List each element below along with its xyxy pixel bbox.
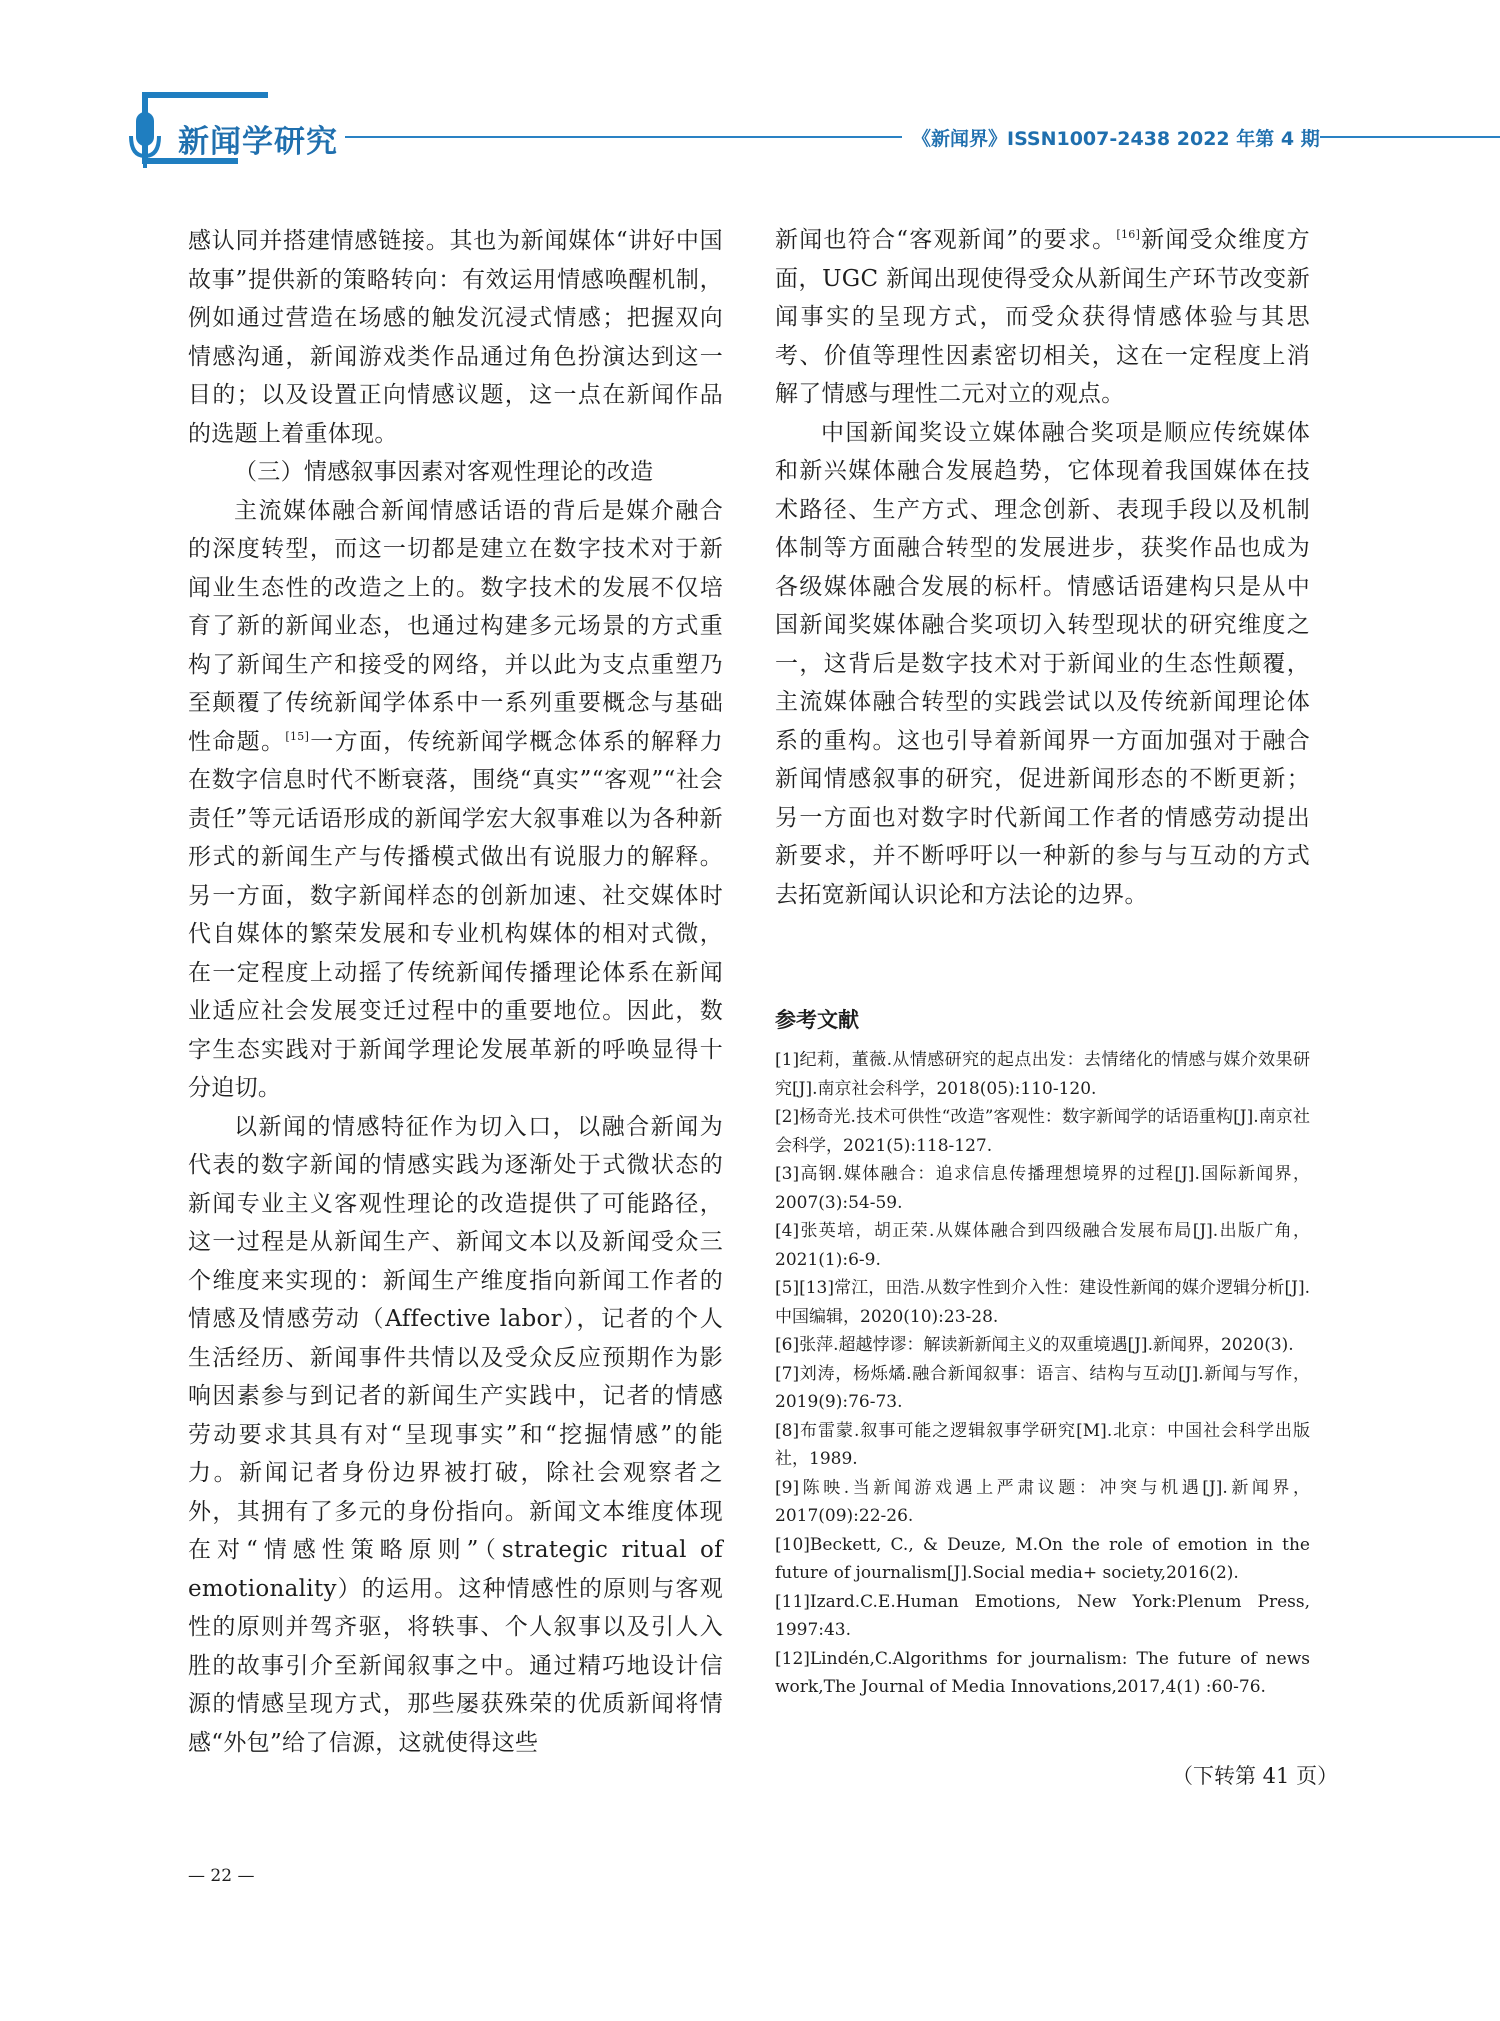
reference-item: [2]杨奇光.技术可供性“改造”客观性：数字新闻学的话语重构[J].南京社会科学，2021(5):118-127.	[775, 1107, 1310, 1156]
reference-item: [7]刘涛，杨烁燏.融合新闻叙事：语言、结构与互动[J].新闻与写作，2019(9):76-73.	[775, 1363, 1310, 1412]
continued-note: （下转第 41 页）	[1172, 1764, 1339, 1788]
paragraph: 感认同并搭建情感链接。其也为新闻媒体“讲好中国故事”提供新的策略转向：有效运用情感唤醒机制，例如通过营造在场感的触发沉浸式情感；把握双向情感沟通，新闻游戏类作品通过角色扮演达到这一目的；以及设置正向情感议题，这一点在新闻作品的选题上着重体现。	[188, 228, 723, 447]
reference-item: [6]张萍.超越悖谬：解读新新闻主义的双重境遇[J].新闻界，2020(3).	[775, 1335, 1294, 1355]
journal-section-title: 新闻学研究	[178, 124, 338, 160]
paragraph-text: 主流媒体融合新闻情感话语的背后是媒介融合的深度转型，而这一切都是建立在数字技术对于新闻业生态性的改造之上的。数字技术的发展不仅培育了新的新闻业态，也通过构建多元场景的方式重构了新闻生产和接受的网络，并以此为支点重塑乃至颠覆了传统新闻学体系中一系列重要概念与基础性命题。	[188, 497, 723, 755]
citation-marker: [16]	[1116, 228, 1141, 241]
issue-info: 《新闻界》ISSN1007-2438 2022 年第 4 期	[912, 128, 1320, 150]
paragraph-text: 一方面，传统新闻学概念体系的解释力在数字信息时代不断衰落，围绕“真实”“客观”“社会责任”等元话语形成的新闻学宏大叙事难以为各种新形式的新闻生产与传播模式做出有说服力的解释。另一方面，数字新闻样态的创新加速、社交媒体时代自媒体的繁荣发展和专业机构媒体的相对式微，在一定程度上动摇了传统新闻传播理论体系在新闻业适应社会发展变迁过程中的重要地位。因此，数字生态实践对于新闻学理论发展革新的呼唤显得十分迫切。	[188, 728, 723, 1101]
paragraph	[188, 492, 723, 1108]
paragraph	[775, 221, 1310, 414]
citation-marker: [15]	[285, 729, 310, 743]
reference-item: [3]高钢.媒体融合：追求信息传播理想境界的过程[J].国际新闻界，2007(3):54-59.	[775, 1164, 1310, 1213]
page-number: — 22 —	[188, 1866, 255, 1886]
paragraph-text: 新闻受众维度方面，UGC 新闻出现使得受众从新闻生产环节改变新闻事实的呈现方式，而受众获得情感体验与其思考、价值等理性因素密切相关，这在一定程度上消解了情感与理性二元对立的观点。	[775, 227, 1310, 407]
left-column	[188, 222, 723, 1762]
paragraph: 中国新闻奖设立媒体融合奖项是顺应传统媒体和新兴媒体融合发展趋势，它体现着我国媒体在技术路径、生产方式、理念创新、表现手段以及机制体制等方面融合转型的发展进步，获奖作品也成为各级媒体融合发展的标杆。情感话语建构只是从中国新闻奖媒体融合奖项切入转型现状的研究维度之一，这背后是数字技术对于新闻业的生态性颠覆，主流媒体融合转型的实践尝试以及传统新闻理论体系的重构。这也引导着新闻界一方面加强对于融合新闻情感叙事的研究，促进新闻形态的不断更新；另一方面也对数字时代新闻工作者的情感劳动提出新要求，并不断呼吁以一种新的参与与互动的方式去拓宽新闻认识论和方法论的边界。	[775, 419, 1310, 908]
reference-item: [1]纪莉，董薇.从情感研究的起点出发：去情绪化的情感与媒介效果研究[J].南京社会科学，2018(05):110-120.	[775, 1050, 1310, 1099]
reference-item: [5][13]常江，田浩.从数字性到介入性：建设性新闻的媒介逻辑分析[J].中国编辑，2020(10):23-28.	[775, 1278, 1310, 1327]
right-column	[775, 221, 1310, 914]
section-subheading: （三）情感叙事因素对客观性理论的改造	[234, 459, 654, 485]
paragraph-text: 新闻也符合“客观新闻”的要求。	[775, 227, 1117, 253]
header-rule-left	[345, 136, 902, 138]
reference-item: [9]陈映.当新闻游戏遇上严肃议题：冲突与机遇[J].新闻界，2017(09):22-26.	[775, 1477, 1310, 1526]
reference-item: [8]布雷蒙.叙事可能之逻辑叙事学研究[M].北京：中国社会科学出版社，1989.	[775, 1420, 1310, 1469]
microphone-icon	[128, 112, 162, 172]
header-rule-right	[1320, 136, 1500, 138]
references-list	[775, 1046, 1310, 1702]
reference-item: [12]Lindén,C.Algorithms for journalism: The future of news work,The Journal of Media Innovations,2017,4(1) :60-76.	[775, 1648, 1310, 1697]
reference-item: [4]张英培，胡正荣.从媒体融合到四级融合发展布局[J].出版广角，2021(1):6-9.	[775, 1221, 1310, 1270]
reference-item: [10]Beckett, C., & Deuze, M.On the role of emotion in the future of journalism[J].Social media+ society,2016(2).	[775, 1534, 1310, 1583]
references-heading: 参考文献	[775, 1008, 859, 1032]
paragraph: 以新闻的情感特征作为切入口，以融合新闻为代表的数字新闻的情感实践为逐渐处于式微状态的新闻专业主义客观性理论的改造提供了可能路径，这一过程是从新闻生产、新闻文本以及新闻受众三个维度来实现的：新闻生产维度指向新闻工作者的情感及情感劳动（Affective labor），记者的个人生活经历、新闻事件共情以及受众反应预期作为影响因素参与到记者的新闻生产实践中，记者的情感劳动要求其具有对“呈现事实”和“挖掘情感”的能力。新闻记者身份边界被打破，除社会观察者之外，其拥有了多元的身份指向。新闻文本维度体现在对“情感性策略原则”（strategic ritual of emotionality）的运用。这种情感性的原则与客观性的原则并驾齐驱，将轶事、个人叙事以及引人入胜的故事引介至新闻叙事之中。通过精巧地设计信源的情感呈现方式，那些屡获殊荣的优质新闻将情感“外包”给了信源，这就使得这些	[188, 1113, 723, 1756]
reference-item: [11]Izard.C.E.Human Emotions, New York:Plenum Press, 1997:43.	[775, 1591, 1310, 1640]
